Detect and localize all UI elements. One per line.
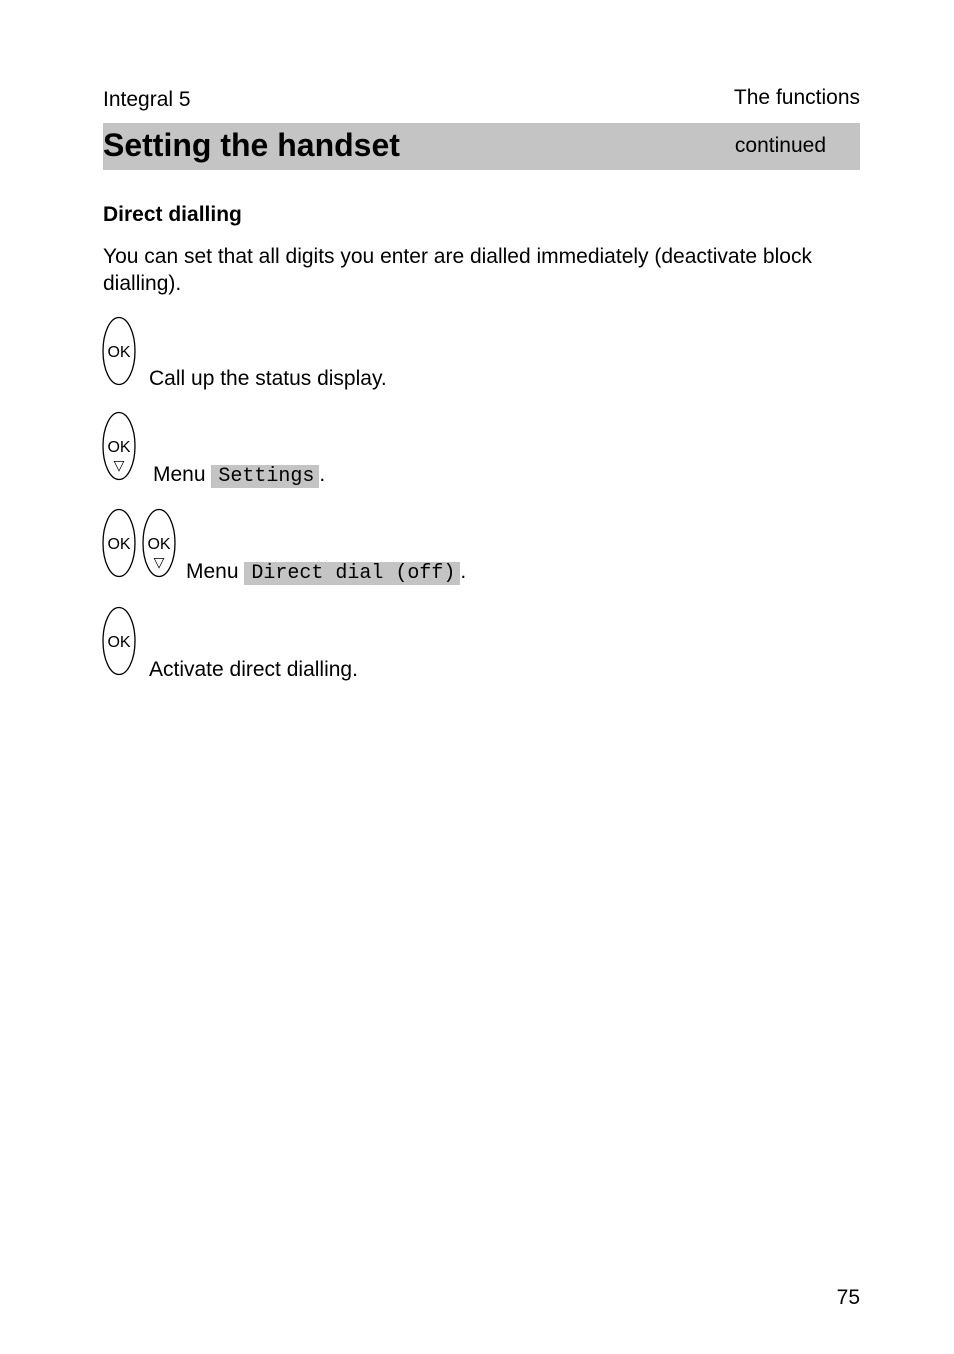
step-2-suffix: . <box>319 463 326 486</box>
down-arrow-icon: ▽ <box>113 458 125 474</box>
title-bar <box>103 123 860 170</box>
step-3-suffix: . <box>460 560 467 583</box>
step-3-text <box>186 560 466 585</box>
ok-down-key-icon <box>142 508 178 578</box>
display-menu-direct-dial: Direct dial (off) <box>244 562 460 585</box>
header-chapter-name: The functions <box>733 86 860 109</box>
ok-key-label: OK <box>147 536 171 553</box>
step-3 <box>102 508 602 585</box>
ok-key-label: OK <box>107 344 131 361</box>
intro-paragraph: You can set that all digits you enter are dialled immediately (deactivate block dialling). <box>103 245 812 295</box>
section-heading: Direct dialling <box>103 203 242 226</box>
step-1 <box>102 316 502 388</box>
step-4-text: Activate direct dialling. <box>149 658 358 681</box>
step-2-text <box>153 463 325 488</box>
step-1-text: Call up the status display. <box>149 367 387 390</box>
step-4 <box>102 606 502 681</box>
ok-key-icon <box>102 316 138 386</box>
ok-key-icon <box>102 606 138 676</box>
step-2-prefix: Menu <box>153 463 206 486</box>
page-title: Setting the handset <box>103 127 400 163</box>
down-arrow-icon: ▽ <box>153 555 165 571</box>
display-menu-settings: Settings <box>211 465 319 488</box>
ok-key-label: OK <box>107 536 131 553</box>
header-product-name: Integral 5 <box>103 88 191 111</box>
page-number: 75 <box>836 1286 860 1309</box>
ok-key-label: OK <box>107 439 131 456</box>
step-3-prefix: Menu <box>186 560 239 583</box>
ok-down-key-icon <box>102 411 138 481</box>
step-2 <box>102 411 502 488</box>
ok-key-icon <box>102 508 138 578</box>
ok-key-label: OK <box>107 634 131 651</box>
continued-label: continued <box>734 134 826 157</box>
